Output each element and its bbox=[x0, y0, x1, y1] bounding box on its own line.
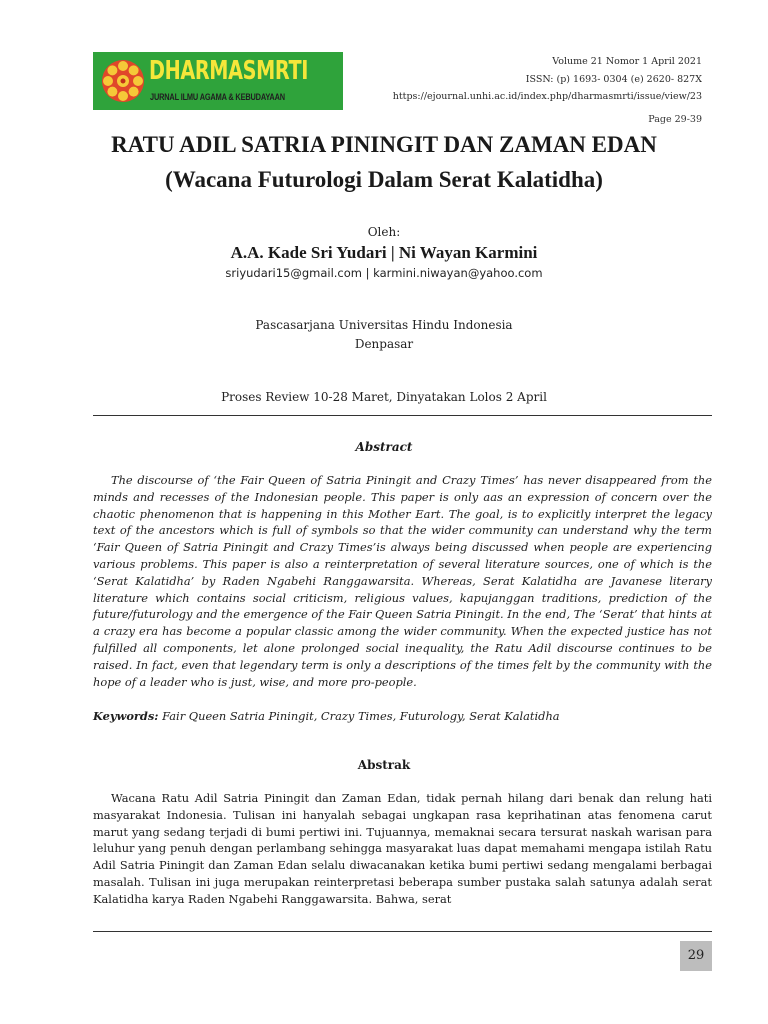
institution: Pascasarjana Universitas Hindu Indonesia bbox=[255, 318, 513, 332]
issn-info: ISSN: (p) 1693- 0304 (e) 2620- 827X bbox=[525, 74, 702, 85]
keywords-text: Fair Queen Satria Piningit, Crazy Times, Futurology, Serat Kalatidha bbox=[162, 709, 560, 723]
lotus-emblem-icon bbox=[100, 58, 146, 104]
abstract-text: The discourse of ‘the Fair Queen of Satria Piningit and Crazy Times’ has never disappeared from the minds and recesses of the Indonesian people. This paper is only aas an expression of concern over the chaotic phenomenon that is happening in this Mother Eart. The goal, is to explicitly interpret the legacy text of the ancestors which is full of symbols so that the wider community can understand why the term ‘Fair Queen of Satria Piningit and Crazy Times’is always being discussed when people are experiencing various problems. This paper is also a reinterpretation of several literature sources, one of which is the ‘Serat Kalatidha’ by Raden Ngabehi Ranggawarsita. Whereas, Serat Kalatidha are Javanese literary literature which contains social criticism, religious values, kapujanggan traditions, prediction of the future/futurology and the emergence of the Fair Queen Satria Piningit. In the end, The ‘Serat’ that hints at a crazy era has become a popular classic among the wider community. When the expected justice has not fulfilled all components, let alone prolonged social inequality, the Ratu Adil discourse continues to be raised. In fact, even that legendary term is only a descriptions of the times felt by the community with the hope of a leader who is just, wise, and more pro-people. bbox=[93, 473, 712, 689]
review-process: Proses Review 10-28 Maret, Dinyatakan Lolos 2 April bbox=[221, 390, 547, 404]
authors: A.A. Kade Sri Yudari | Ni Wayan Karmini bbox=[230, 243, 538, 262]
keywords-line bbox=[93, 709, 712, 723]
journal-subtitle: JURNAL ILMU AGAMA & KEBUDAYAAN bbox=[150, 92, 285, 102]
page-number: 29 bbox=[680, 941, 712, 971]
divider-top bbox=[93, 415, 712, 416]
page-range: Page 29-39 bbox=[648, 114, 702, 125]
divider-bottom bbox=[93, 931, 712, 932]
abstrak-text: Wacana Ratu Adil Satria Piningit dan Zaman Edan, tidak pernah hilang dari benak dan relung hati masyarakat Indonesia. Tulisan ini hanyalah sebagai ungkapan rasa keprihatinan atas fenomena carut marut yang sedang terjadi di bumi pertiwi ini. Tujuannya, memaknai secara tersurat naskah warisan para leluhur yang penuh dengan perlambang sehingga masyarakat luas dapat memahami mengapa istilah Ratu Adil Satria Piningit dan Zaman Edan selalu diwacanakan ketika bumi pertiwi sedang mengalami berbagai masalah. Tulisan ini juga merupakan reinterpretasi beberapa sumber pustaka salah satunya adalah serat Kalatidha karya Raden Ngabehi Ranggawarsita. Bahwa, serat bbox=[93, 791, 712, 906]
abstract-heading: Abstract bbox=[355, 440, 413, 454]
journal-brand: DHARMASMRTI bbox=[149, 56, 308, 86]
issue-url[interactable]: https://ejournal.unhi.ac.id/index.php/dharmasmrti/issue/view/23 bbox=[392, 91, 702, 102]
paper-title-line-1: RATU ADIL SATRIA PININGIT DAN ZAMAN EDAN bbox=[111, 132, 657, 157]
oleh-label: Oleh: bbox=[367, 225, 401, 239]
abstrak-heading: Abstrak bbox=[357, 758, 411, 772]
city: Denpasar bbox=[354, 337, 414, 351]
volume-info: Volume 21 Nomor 1 April 2021 bbox=[552, 56, 702, 67]
journal-header bbox=[93, 52, 712, 110]
author-emails[interactable]: sriyudari15@gmail.com | karmini.niwayan@yahoo.com bbox=[225, 266, 543, 280]
paper-title-line-2: (Wacana Futurologi Dalam Serat Kalatidha) bbox=[165, 167, 603, 192]
journal-meta-panel bbox=[343, 52, 712, 110]
keywords-label: Keywords: bbox=[93, 709, 159, 723]
